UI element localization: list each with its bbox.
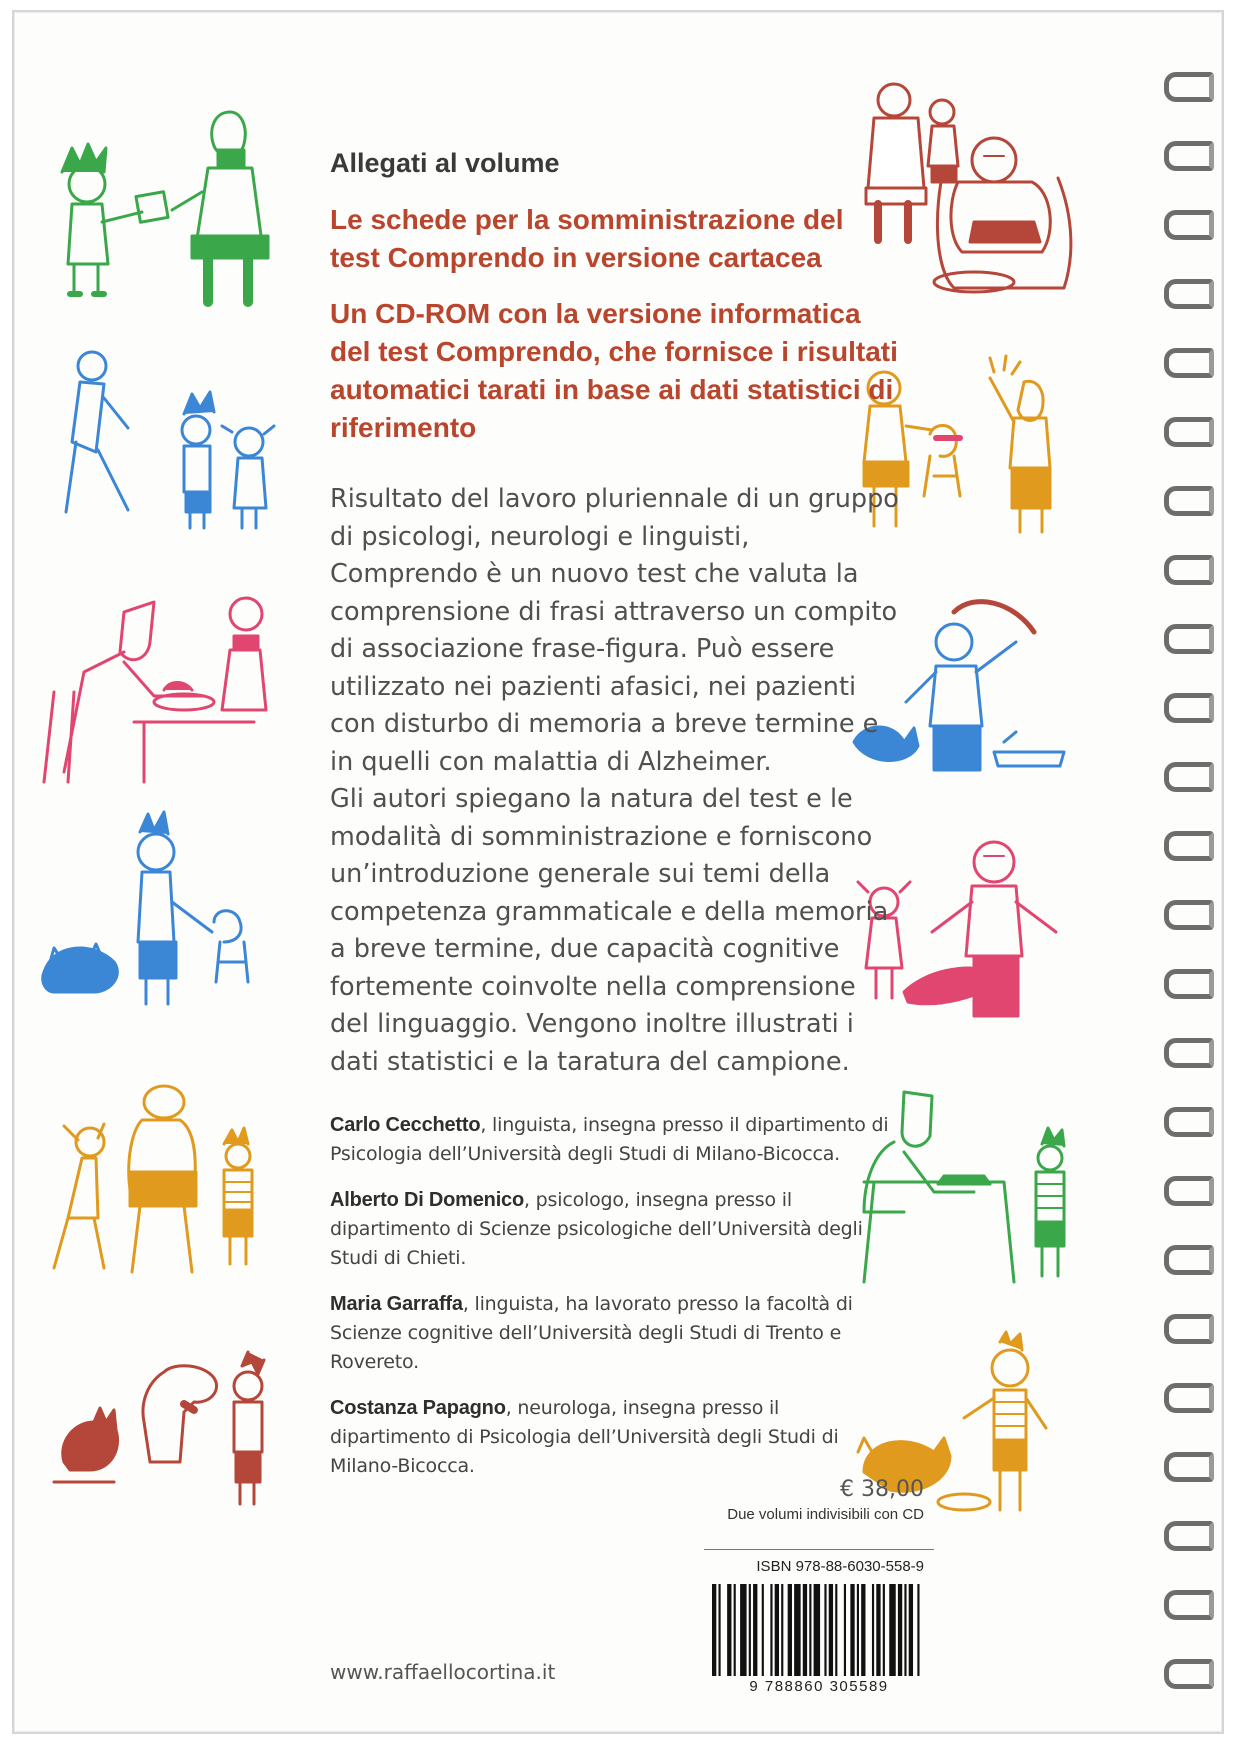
barcode-bar [850,1584,854,1676]
author-bio: , psicologo, insegna presso il dipartimento di Scienze psicologiche dell’Università degli Studi di Chieti. [330,1189,863,1269]
barcode-bar [734,1584,736,1676]
barcode-image [712,1584,926,1676]
author-name: Alberto Di Domenico [330,1189,524,1211]
barcode-bar [861,1584,865,1676]
barcode-bar [917,1584,919,1676]
attachment-item-cdrom: Un CD-ROM con la versione informatica del test Comprendo, che fornisce i risultati automatici tarati in base ai dati statistici di riferimento [330,298,898,443]
barcode-digits: 9 788860 305589 [749,1678,889,1695]
description-paragraph-2: Gli autori spiegano la natura del test e le modalità di somministrazione e forniscono un’introduzione generale sui temi della competenza grammaticale e della memoria a breve termine, due capacità cognitive fortemente coinvolte nella comprensione del linguaggio. Vengono inoltre illustrati i dati statistici e la taratura del campione. [330,784,889,1077]
barcode-bar [727,1584,731,1676]
barcode-bar [749,1584,751,1676]
spiral-loop [1164,348,1214,378]
author-name: Maria Garraffa [330,1293,463,1315]
spiral-loop [1164,486,1214,516]
main-text-column [330,148,900,1498]
barcode-bar [883,1584,885,1676]
spiral-loop [1164,1659,1214,1689]
spiral-binding [1156,72,1216,1732]
barcode-bar [876,1584,880,1676]
book-description [330,481,900,1081]
spiral-loop [1164,1176,1214,1206]
barcode-bar [775,1584,779,1676]
author-bio: , neurologa, insegna presso il dipartimento di Psicologia dell’Università degli Studi di Milano-Bicocca. [330,1397,839,1477]
barcode-bar [809,1584,811,1676]
author-name: Carlo Cecchetto [330,1114,481,1136]
spiral-loop [1164,831,1214,861]
attachments-title: Allegati al volume [330,148,560,178]
barcode-bar [762,1584,764,1676]
spiral-loop [1164,900,1214,930]
isbn-label: ISBN 978-88-6030-558-9 [756,1558,924,1575]
illustration-blue-man-children [44,342,284,542]
author-entry [330,1394,900,1481]
spiral-loop [1164,762,1214,792]
spiral-loop [1164,1521,1214,1551]
price-block [704,1477,924,1523]
illustration-orange-family [34,1072,284,1282]
spiral-loop [1164,1107,1214,1137]
barcode-bar [814,1584,820,1676]
barcode-bar [718,1584,720,1676]
barcode-bar [753,1584,757,1676]
spiral-loop [1164,624,1214,654]
attachment-item-paper-forms: Le schede per la somministrazione del test Comprendo in versione cartacea [330,204,844,273]
spiral-loop [1164,693,1214,723]
publisher-website: www.raffaellocortina.it [330,1660,556,1684]
price-note: Due volumi indivisibili con CD [727,1506,924,1523]
price: € 38,00 [840,1477,924,1502]
barcode-bar [829,1584,833,1676]
barcode-bar [803,1584,807,1676]
description-paragraph-1: Risultato del lavoro pluriennale di un gruppo di psicologi, neurologi e linguisti, Comprendo è un nuovo test che valuta la comprensione di frasi attraverso un compito di associazione frase-figura. Può essere utilizzato nei pazienti afasici, nei pazienti con disturbo di memoria a breve termine e in quelli con malattia di Alzheimer. [330,484,899,777]
spiral-loop [1164,210,1214,240]
barcode-bar [904,1584,906,1676]
spiral-loop [1164,1590,1214,1620]
spiral-loop [1164,1314,1214,1344]
barcode-bar [844,1584,846,1676]
spiral-loop [1164,555,1214,585]
spiral-loop [1164,1038,1214,1068]
author-name: Costanza Papagno [330,1397,506,1419]
barcode-box [704,1549,934,1710]
spiral-loop [1164,1245,1214,1275]
spiral-loop [1164,417,1214,447]
back-cover [12,10,1224,1734]
spiral-loop [1164,1452,1214,1482]
illustration-green-boy-woman [42,72,282,312]
barcode-bar [781,1584,783,1676]
barcode-bar [872,1584,874,1676]
barcode-bar [788,1584,792,1676]
spiral-loop [1164,72,1214,102]
barcode-bar [794,1584,800,1676]
spiral-loop [1164,141,1214,171]
barcode-bar [857,1584,859,1676]
barcode-bar [909,1584,913,1676]
spiral-loop [1164,279,1214,309]
barcode-bar [712,1584,716,1676]
barcode-bar [898,1584,902,1676]
author-bio: , linguista, ha lavorato presso la facoltà di Scienze cognitive dell’Università degli Studi di Trento e Rovereto. [330,1293,853,1373]
illustration-pink-man-dinner [34,582,284,782]
author-entry [330,1290,900,1377]
illustration-blue-boy-cat-dog [34,812,284,1012]
barcode-bar [770,1584,772,1676]
author-entry [330,1186,900,1273]
barcode-bar [824,1584,826,1676]
author-bio: , linguista, insegna presso il dipartimento di Psicologia dell’Università degli Studi di Milano-Bicocca. [330,1114,889,1165]
illustration-red-cat-dog-boy [34,1342,284,1512]
spiral-loop [1164,969,1214,999]
barcode-bar [835,1584,837,1676]
barcode-bar [889,1584,895,1676]
spiral-loop [1164,1383,1214,1413]
author-entry [330,1111,900,1169]
barcode-bar [740,1584,746,1676]
author-list [330,1111,900,1481]
